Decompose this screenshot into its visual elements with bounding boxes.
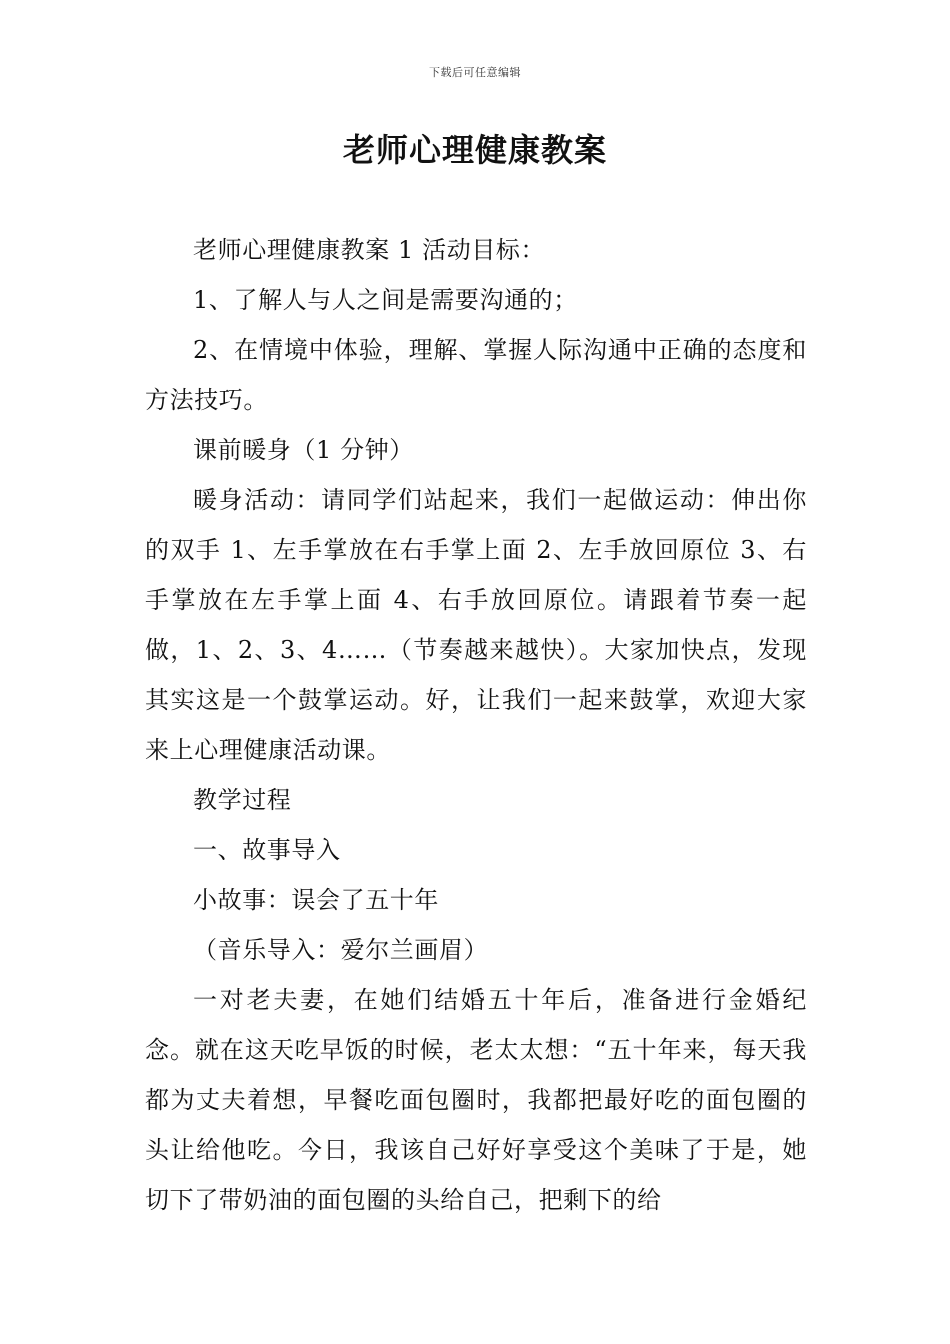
paragraph-story-body: 一对老夫妻，在她们结婚五十年后，准备进行金婚纪念。就在这天吃早饭的时候，老太太想：“五十年来，每天我都为丈夫着想，早餐吃面包圈时，我都把最好吃的面包圈的头让给他吃。今日，我该自己好好享受这个美味了于是，她切下了带奶油的面包圈的头给自己，把剩下的给 xyxy=(145,986,807,1214)
paragraph-warmup-activity: 暖身活动：请同学们站起来，我们一起做运动：伸出你的双手 1、左手掌放在右手掌上面 2、左手放回原位 3、右手掌放在左手掌上面 4、右手放回原位。请跟着节奏一起做，1、2、3、4……（节奏越来越快）。大家加快点，发现其实这是一个鼓掌运动。好，让我们一起来鼓掌，欢迎大家来上心理健康活动课。 xyxy=(145,486,807,764)
document-title: 老师心理健康教案 xyxy=(342,131,607,169)
paragraph-goal-1: 1、了解人与人之间是需要沟通的； xyxy=(193,286,578,314)
paragraph-music-intro: （音乐导入：爱尔兰画眉） xyxy=(193,936,489,964)
document-body xyxy=(145,225,807,1225)
paragraph-story-intro: 一、故事导入 xyxy=(193,836,341,864)
header-note: 下载后可任意编辑 xyxy=(429,66,521,79)
paragraph-activity-goal: 老师心理健康教案 1 活动目标： xyxy=(193,236,546,264)
paragraph-goal-2: 2、在情境中体验，理解、掌握人际沟通中正确的态度和方法技巧。 xyxy=(145,336,807,414)
paragraph-warmup-heading: 课前暖身（1 分钟） xyxy=(193,436,414,464)
paragraph-teaching-process: 教学过程 xyxy=(193,786,292,814)
paragraph-story-title: 小故事：误会了五十年 xyxy=(193,886,439,914)
